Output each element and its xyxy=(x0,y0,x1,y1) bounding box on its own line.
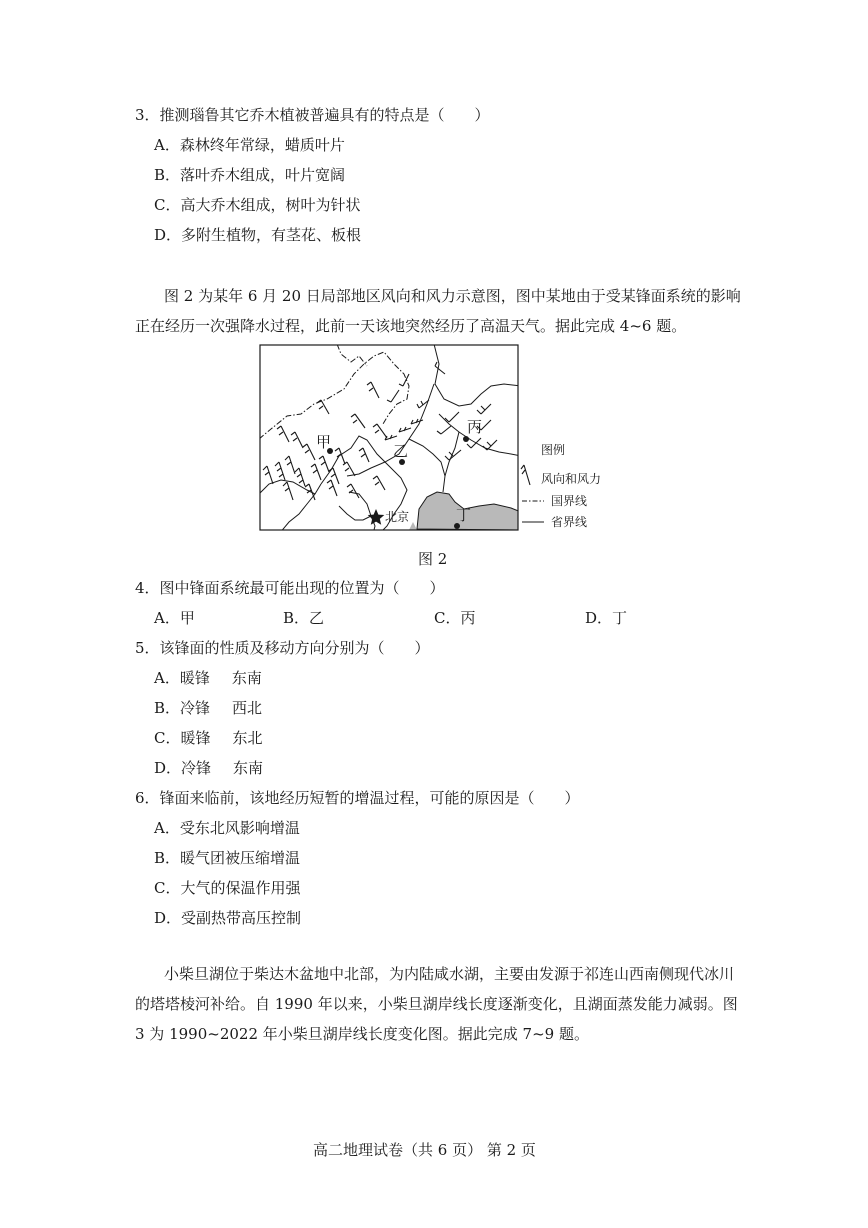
label-ding: 丁 xyxy=(456,506,472,524)
national-line-legend-icon xyxy=(522,497,544,505)
beijing-star-icon xyxy=(368,509,385,525)
q3-stem: 3．推测瑙鲁其它乔木植被普遍具有的特点是（ ） xyxy=(135,106,490,124)
label-beijing: 北京 xyxy=(385,510,410,524)
q6-option-a: A．受东北风影响增温 xyxy=(154,819,300,837)
label-yi: 乙 xyxy=(393,442,409,460)
q5-option-d: D．冷锋 东南 xyxy=(154,759,264,777)
label-jia: 甲 xyxy=(316,433,332,451)
legend-title: 图例 xyxy=(541,443,566,457)
wind-map xyxy=(259,344,521,534)
label-bing: 丙 xyxy=(467,418,483,436)
q4-option-c: C．丙 xyxy=(434,609,476,627)
q5-option-c: C．暖锋 东北 xyxy=(154,729,263,747)
intro-fig2-line2: 正在经历一次强降水过程，此前一天该地突然经历了高温天气。据此完成 4~6 题。 xyxy=(135,317,687,335)
provincial-line-legend-icon xyxy=(522,518,544,526)
wind-barbs xyxy=(263,362,497,500)
q4-option-d: D．丁 xyxy=(585,609,628,627)
legend-wind: 风向和风力 xyxy=(541,472,602,486)
legend-national: 国界线 xyxy=(551,494,588,508)
q6-option-b: B．暖气团被压缩增温 xyxy=(154,849,301,867)
q5-option-a: A．暖锋 东南 xyxy=(154,669,262,687)
q5-stem: 5．该锋面的性质及移动方向分别为（ ） xyxy=(135,639,430,657)
q3-option-a: A．森林终年常绿，蜡质叶片 xyxy=(154,136,345,154)
q3-option-c: C．高大乔木组成，树叶为针状 xyxy=(154,196,361,214)
q4-options xyxy=(0,608,868,628)
q4-option-a: A．甲 xyxy=(154,609,195,627)
intro-fig2-line1: 图 2 为某年 6 月 20 日局部地区风向和风力示意图，图中某地由于受某锋面系统的影响 xyxy=(164,287,741,305)
legend-provincial: 省界线 xyxy=(551,515,588,529)
provincial-boundary xyxy=(434,344,521,406)
intro-fig3-line1: 小柴旦湖位于柴达木盆地中北部，为内陆咸水湖，主要由发源于祁连山西南侧现代冰川 xyxy=(164,965,735,983)
figure-caption: 图 2 xyxy=(418,550,448,568)
page-footer: 高二地理试卷（共 6 页） 第 2 页 xyxy=(313,1141,536,1159)
q4-stem: 4．图中锋面系统最可能出现的位置为（ ） xyxy=(135,579,445,597)
q3-option-b: B．落叶乔木组成，叶片宽阔 xyxy=(154,166,346,184)
intro-fig3-line3: 3 为 1990~2022 年小柴旦湖岸线长度变化图。据此完成 7~9 题。 xyxy=(135,1025,589,1043)
q3-option-d: D．多附生植物，有茎花、板根 xyxy=(154,226,362,244)
intro-fig3-line2: 的塔塔棱河补给。自 1990 年以来，小柴旦湖岸线长度逐渐变化，且湖面蒸发能力减弱。图 xyxy=(135,995,738,1013)
q6-option-d: D．受副热带高压控制 xyxy=(154,909,302,927)
wind-barb-legend-icon xyxy=(520,463,534,487)
q4-option-b: B．乙 xyxy=(283,609,325,627)
q6-stem: 6．锋面来临前，该地经历短暂的增温过程，可能的原因是（ ） xyxy=(135,789,580,807)
q6-option-c: C．大气的保温作用强 xyxy=(154,879,301,897)
q5-option-b: B．冷锋 西北 xyxy=(154,699,263,717)
sea-area-small xyxy=(409,522,417,530)
